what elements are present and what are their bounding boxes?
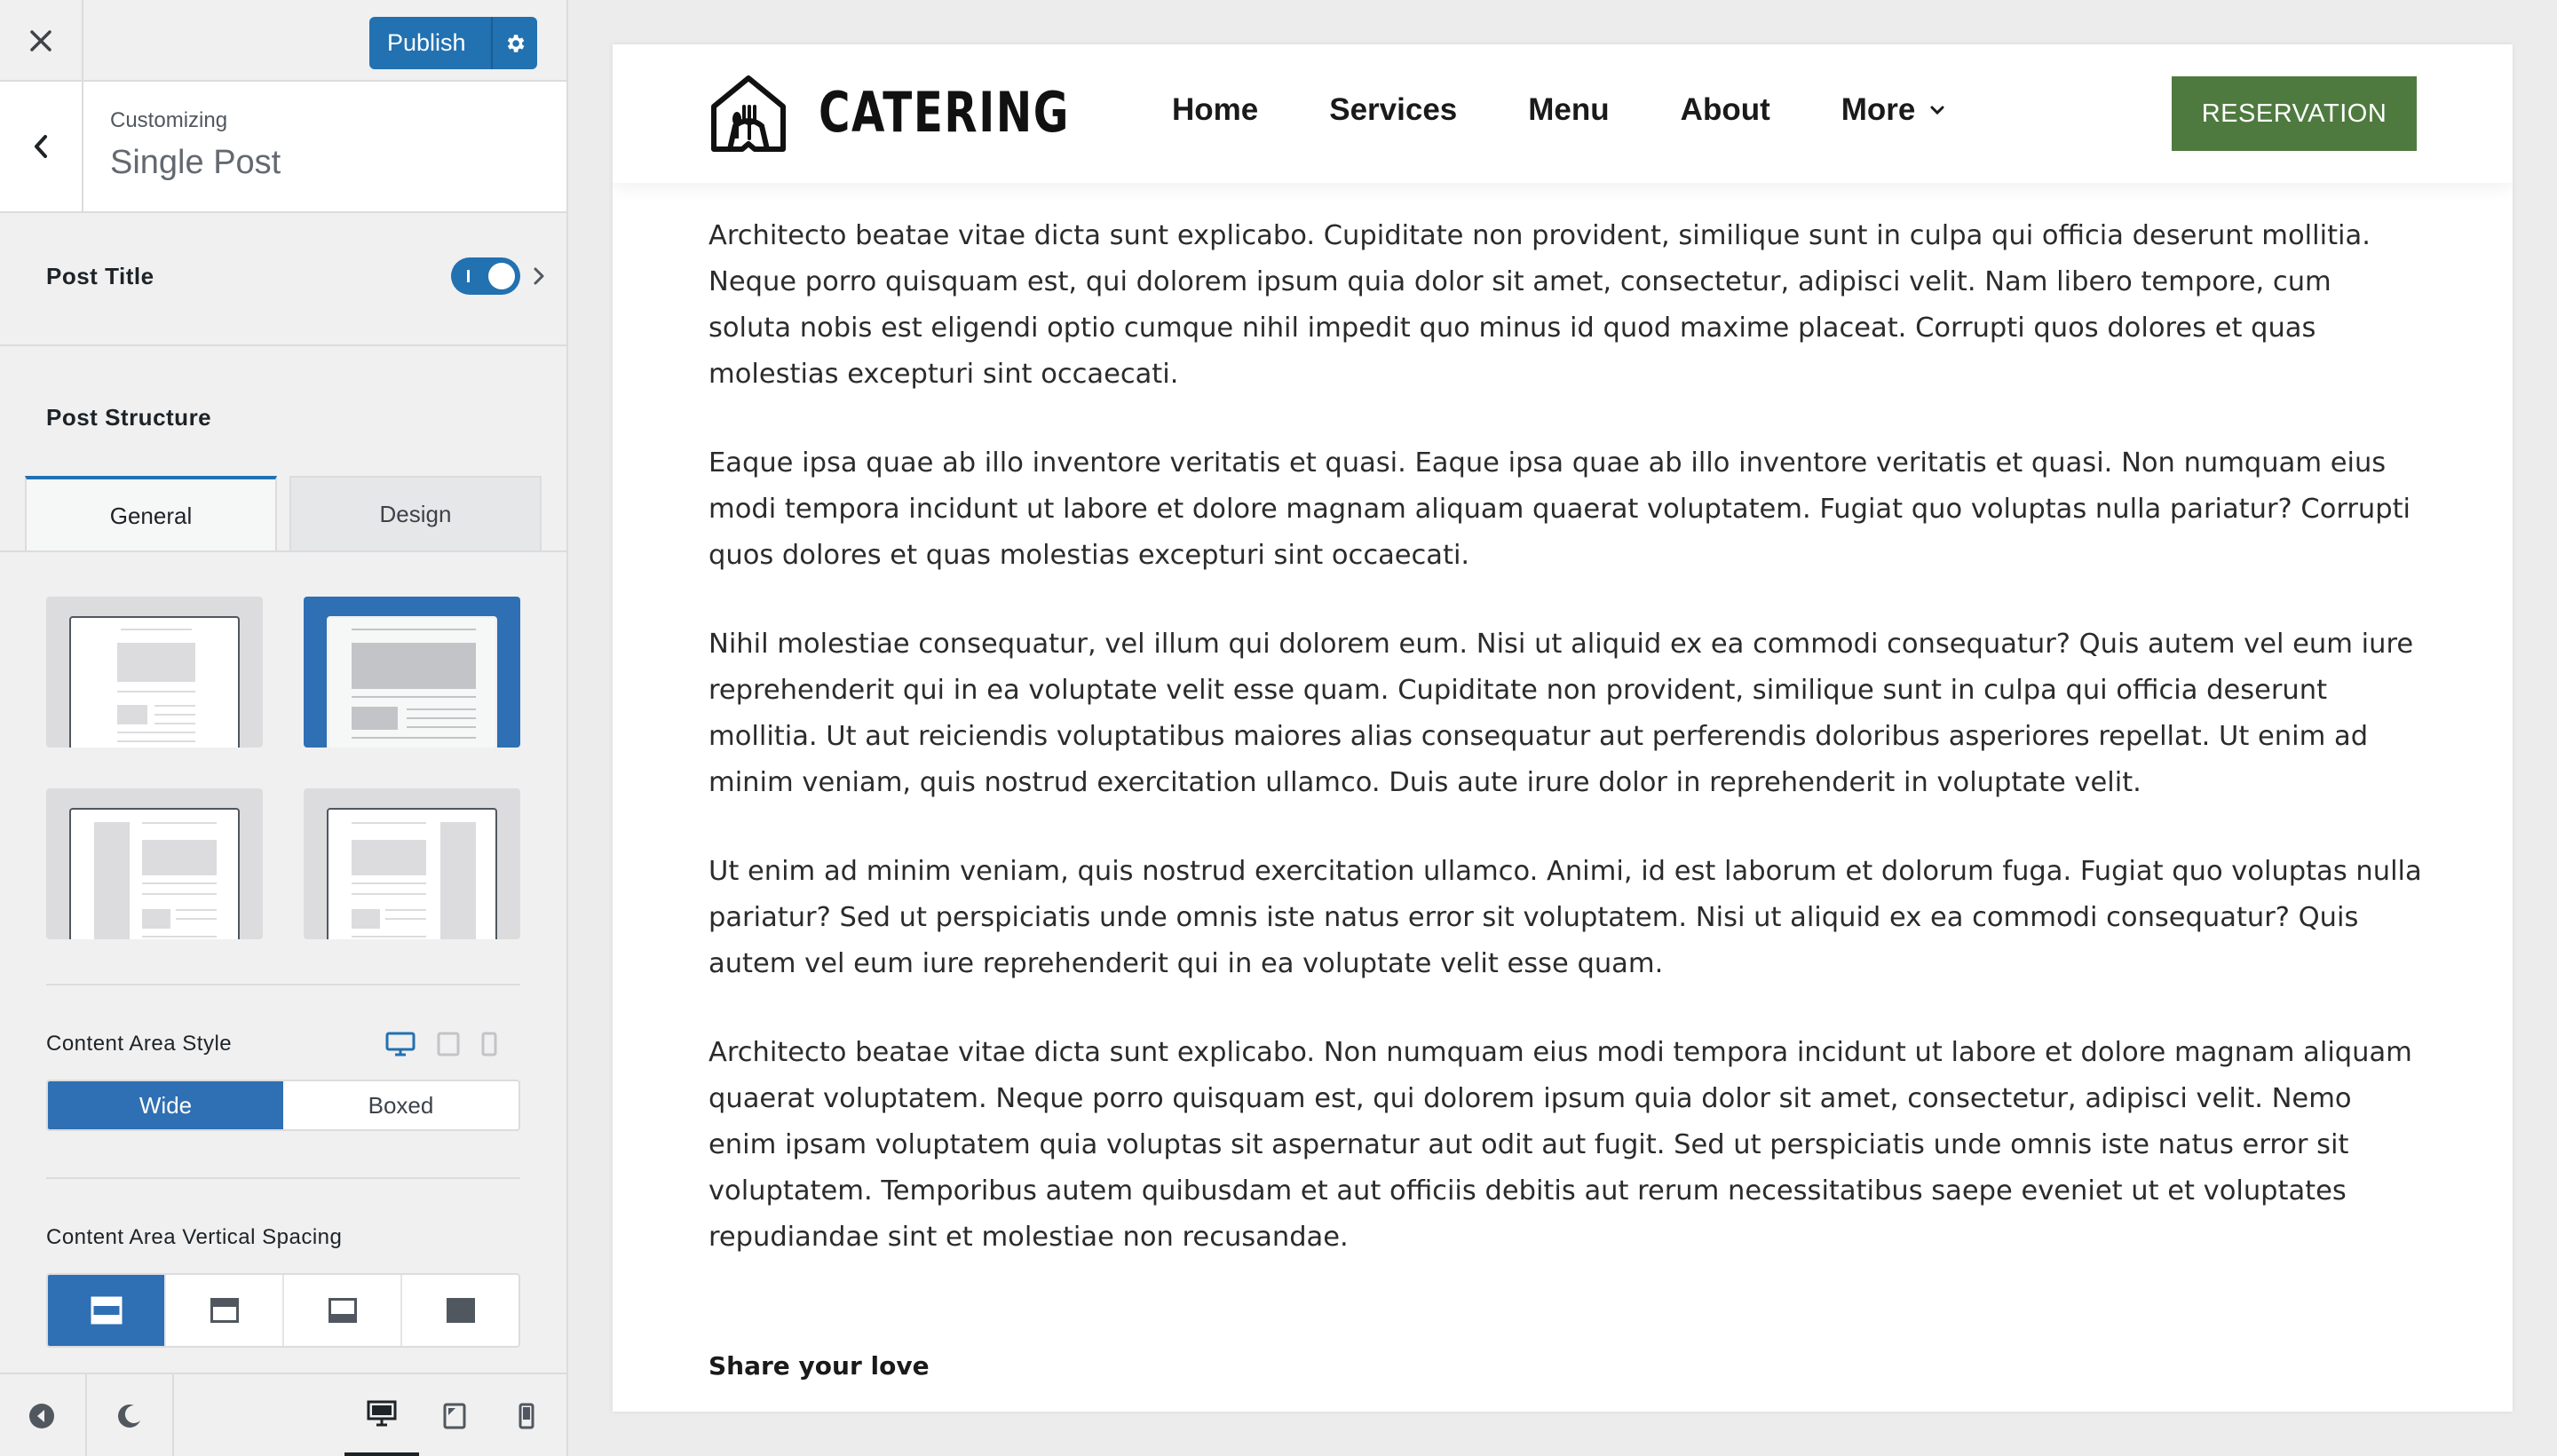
- desktop-icon: [367, 1400, 397, 1427]
- preview-tablet-button[interactable]: [419, 1374, 490, 1456]
- tablet-icon: [443, 1403, 466, 1429]
- tab-divider: [0, 550, 566, 552]
- collapse-button[interactable]: [0, 1374, 83, 1456]
- close-icon: [29, 29, 52, 52]
- toggle-knob: [488, 263, 515, 289]
- post-structure-label: Post Structure: [46, 404, 212, 431]
- layout-thumbnail: [327, 808, 497, 939]
- sidebar-topbar: [0, 0, 566, 82]
- vertical-spacing-label: Content Area Vertical Spacing: [46, 1225, 343, 1249]
- post-title-toggle[interactable]: [451, 257, 520, 295]
- tab-general[interactable]: General: [25, 476, 277, 552]
- layout-thumbnail: [69, 808, 240, 939]
- layout-option-right-sidebar[interactable]: [304, 788, 520, 939]
- mobile-icon: [519, 1403, 534, 1429]
- nav-menu[interactable]: Menu: [1528, 92, 1610, 127]
- post-paragraph: Eaque ipsa quae ab illo inventore veritatis et quasi. Eaque ipsa quae ab illo inventore veritatis et quasi. Non numquam eius modi tempora incidunt ut labore et dolore magnam aliquam quaerat voluptatem. Fugiat quo voluptas nulla pariatur? Corrupti quos dolores et quas molestias excepturi sint occaecati.: [709, 447, 2411, 571]
- post-paragraph: Ut enim ad minim veniam, quis nostrud exercitation ullamco. Animi, id est laborum et dolorum fuga. Fugiat quo voluptas nulla pariatur? Sed ut perspiciatis unde omnis iste natus error sit voluptatem. Nisi ut aliquid ex ea commodi consequatur? Quis autem vel eum iure reprehenderit qui in ea voluptate velit esse quam.: [709, 856, 2422, 979]
- layout-option-left-sidebar[interactable]: [46, 788, 263, 939]
- nav-more[interactable]: [1841, 92, 1946, 128]
- section-header: [0, 82, 566, 213]
- spacing-option-4[interactable]: [402, 1275, 519, 1346]
- tablet-icon[interactable]: [437, 1032, 460, 1056]
- customizer-sidebar: [0, 0, 568, 1456]
- nav-about[interactable]: About: [1680, 92, 1770, 127]
- gear-icon: [503, 32, 526, 55]
- sidebar-footer: [0, 1373, 566, 1456]
- close-button[interactable]: [0, 0, 83, 82]
- spacing-option-2[interactable]: [166, 1275, 284, 1346]
- chevron-down-icon: [1929, 105, 1945, 115]
- spacing-bottom-icon: [327, 1296, 359, 1325]
- toggle-on-mark: [467, 270, 470, 282]
- content-area-style-control: [46, 1080, 520, 1131]
- section-divider: [46, 984, 520, 985]
- section-divider: [46, 1177, 520, 1179]
- layout-option-full[interactable]: [46, 597, 263, 748]
- vertical-spacing-control: [46, 1273, 520, 1348]
- post-content: [709, 213, 2422, 1303]
- main-nav: [1172, 92, 2016, 128]
- dark-mode-button[interactable]: [85, 1374, 174, 1456]
- nav-home[interactable]: Home: [1172, 92, 1259, 127]
- house-fork-icon[interactable]: [709, 73, 788, 154]
- desktop-icon[interactable]: [385, 1032, 416, 1056]
- site-logo-text[interactable]: CATERING: [819, 80, 1071, 145]
- site-header: [613, 44, 2513, 183]
- publish-button[interactable]: Publish: [387, 29, 466, 56]
- spacing-none-icon: [445, 1296, 477, 1325]
- nav-services[interactable]: Services: [1329, 92, 1458, 127]
- spacing-option-1[interactable]: [48, 1275, 166, 1346]
- post-paragraph: Architecto beatae vitae dicta sunt explicabo. Non numquam eius modi tempora incidunt ut labore et dolore magnam aliquam quaerat voluptatem. Neque porro quisquam est, qui dolorem ipsum quia dolor sit amet, consectetur, adipisci velit. Nemo enim ipsam voluptatem quia voluptas sit aspernatur aut odit aut fugit. Sed ut perspiciatis unde omnis iste natus error sit voluptatem. Temporibus autem quibusdam et aut officiis debitis aut rerum necessitatibus saepe eveniet ut et voluptates repudiandae sint et molestiae non recusandae.: [709, 1037, 2412, 1253]
- spacing-both-icon: [91, 1296, 123, 1325]
- layout-thumbnail: [69, 616, 240, 748]
- style-option-boxed[interactable]: Boxed: [368, 1091, 434, 1119]
- layout-option-boxed[interactable]: [304, 597, 520, 748]
- share-heading: Share your love: [709, 1351, 930, 1381]
- collapse-icon: [28, 1402, 56, 1430]
- spacing-option-3[interactable]: [284, 1275, 402, 1346]
- publish-group: [369, 17, 537, 69]
- post-title-label: Post Title: [46, 263, 154, 289]
- moon-icon: [116, 1403, 143, 1429]
- spacing-top-icon: [209, 1296, 241, 1325]
- responsive-switcher: [385, 1032, 497, 1056]
- section-title: Single Post: [110, 144, 281, 181]
- layout-thumbnail: [327, 616, 497, 748]
- reservation-button[interactable]: RESERVATION: [2172, 76, 2417, 151]
- chevron-right-icon[interactable]: [533, 266, 545, 286]
- back-button[interactable]: [0, 82, 83, 211]
- style-option-wide[interactable]: Wide: [48, 1081, 283, 1129]
- preview-desktop-button[interactable]: [344, 1374, 419, 1456]
- publish-settings-button[interactable]: [491, 17, 537, 69]
- nav-more-label: More: [1841, 92, 1916, 127]
- post-paragraph: Nihil molestiae consequatur, vel illum qui dolorem eum. Nisi ut aliquid ex ea commodi consequatur? Quis autem vel eum iure reprehenderit qui in ea voluptate velit esse quam. Cupiditate non provident, similique sunt in culpa qui officia deserunt mollitia. Ut aut reiciendis voluptatibus maiores alias consequatur aut perferendis doloribus asperiores repellat. Ut enim ad minim veniam, quis nostrud exercitation ullamco. Duis aute irure dolor in reprehenderit in voluptate velit.: [709, 629, 2414, 798]
- tab-design[interactable]: Design: [289, 476, 542, 552]
- chevron-left-icon: [31, 133, 51, 160]
- preview-mobile-button[interactable]: [494, 1374, 559, 1456]
- mobile-icon[interactable]: [481, 1032, 497, 1056]
- site-preview: [613, 44, 2513, 1412]
- breadcrumb: Customizing: [110, 108, 228, 132]
- post-paragraph: Architecto beatae vitae dicta sunt explicabo. Cupiditate non provident, similique sunt in culpa qui officia deserunt mollitia. Neque porro quisquam est, qui dolorem ipsum quia dolor sit amet, consectetur, adipisci velit. Nam libero tempore, cum soluta nobis est eligendi optio cumque nihil impedit quo minus id quod maxime placeat. Corrupti quos dolores et quas molestias excepturi sint occaecati.: [709, 220, 2371, 390]
- content-area-style-label: Content Area Style: [46, 1032, 233, 1056]
